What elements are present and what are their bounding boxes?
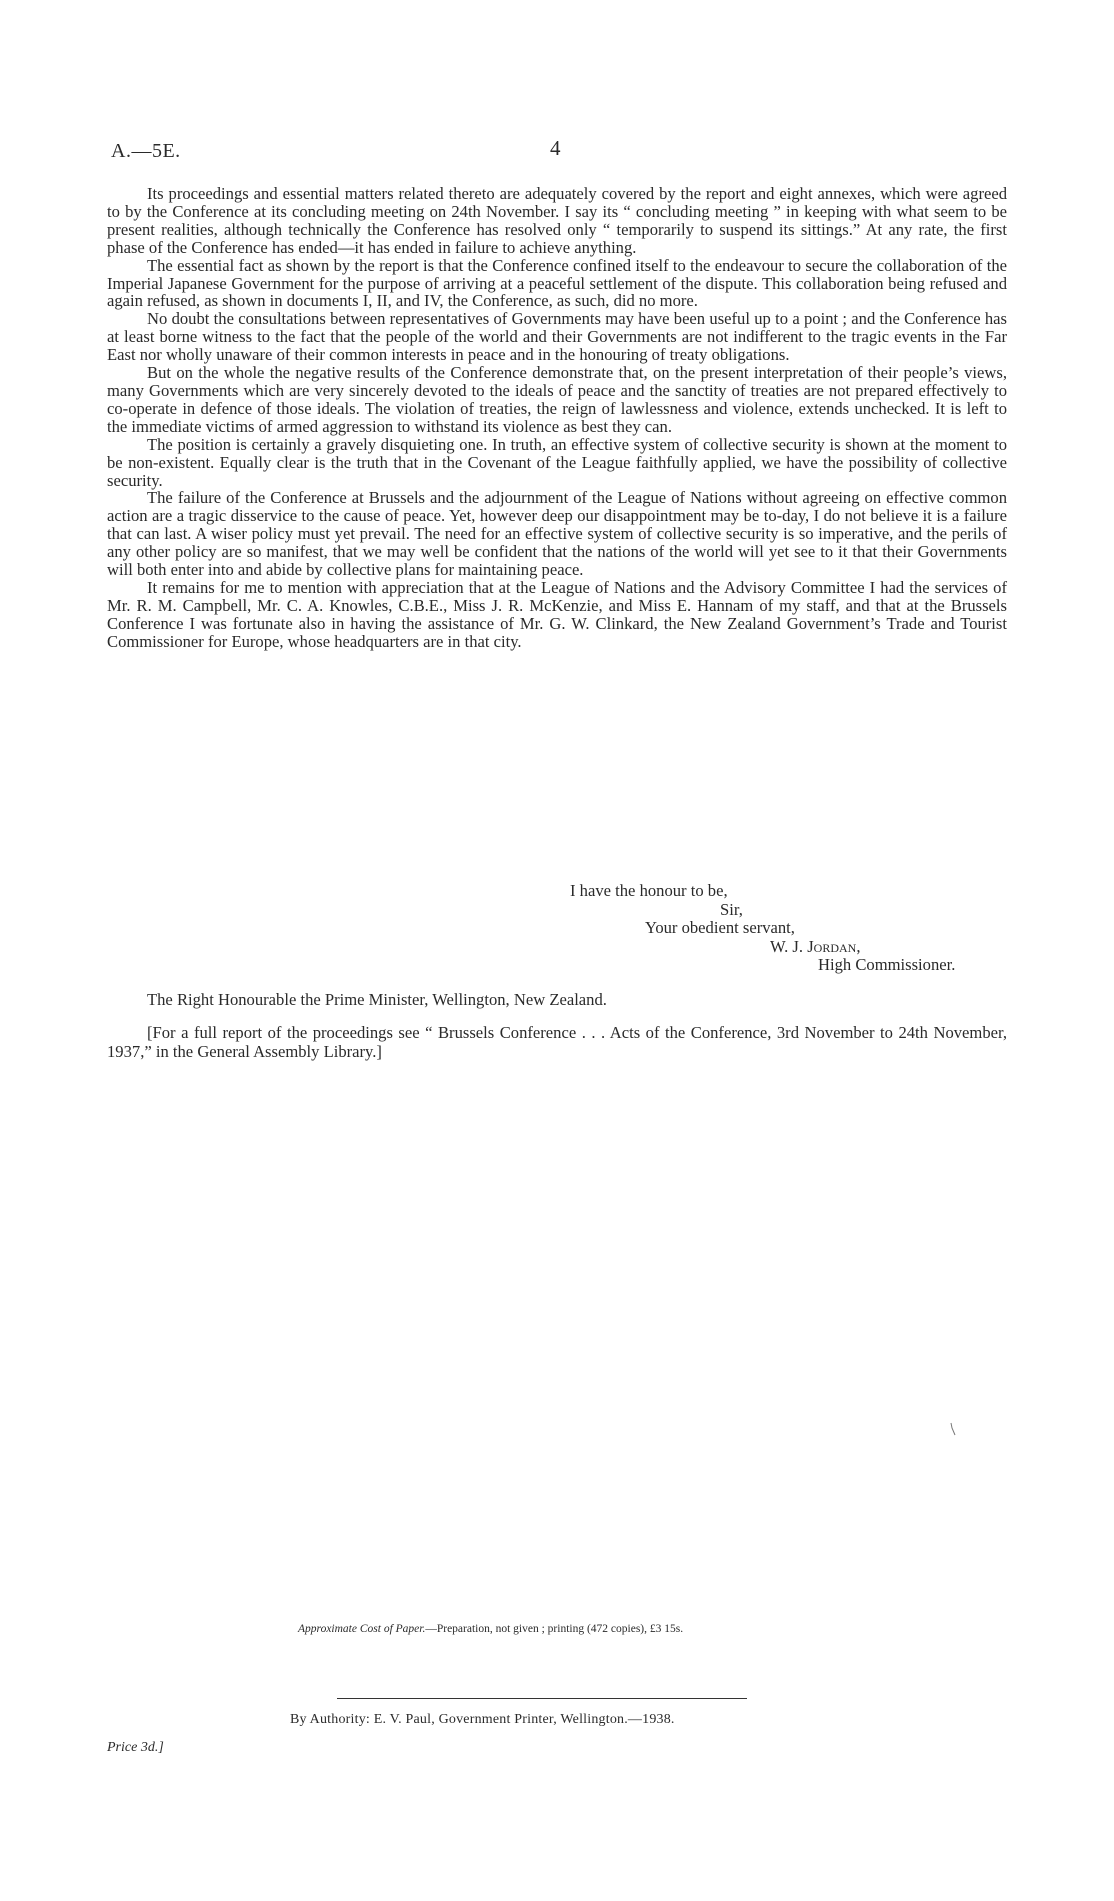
letter-closing: [560, 882, 1020, 975]
paragraph: The essential fact as shown by the report is that the Conference confined itself to the endeavour to secure the collaboration of the Imperial Japanese Government for the purpose of arriving at a peaceful settlement of the dispute. This collaboration being refused and again refused, as shown in documents I, II, and IV, the Conference, as such, did no more.: [107, 255, 1007, 311]
cost-of-paper: [298, 1623, 683, 1635]
salutation: Sir,: [720, 899, 743, 919]
bracketed-note: [For a full report of the proceedings see “ Brussels Conference . . . Acts of the Conference, 3rd November to 24th November, 1937,” in the General Assembly Library.]: [107, 1023, 1007, 1061]
closing-line: I have the honour to be,: [570, 881, 728, 900]
document-reference: A.—5E.: [111, 140, 181, 162]
cost-label: Approximate Cost of Paper.: [298, 1623, 426, 1635]
signatory-title: High Commissioner.: [818, 955, 956, 974]
footer-divider: [337, 1698, 747, 1699]
paragraph: It remains for me to mention with appreciation that at the League of Nations and the Advisory Committee I had the services of Mr. R. M. Campbell, Mr. C. A. Knowles, C.B.E., Miss J. R. McKenzie, and Miss E. Hannam of my staff, and that at the Brussels Conference I was fortunate also in having the assistance of Mr. G. W. Clinkard, the New Zealand Government’s Trade and Tourist Commissioner for Europe, whose headquarters are in that city.: [107, 577, 1007, 651]
paragraph: The failure of the Conference at Brussels and the adjournment of the League of Nations without agreeing on effective common action are a tragic disservice to the cause of peace. Yet, however deep our disappointment may be to-day, I do not believe it is a failure that can last. A wiser policy must yet prevail. The need for an effective system of collective security is so imperative, and the perils of any other policy are so manifest, that we may well be confident that the nations of the world will yet see to it that their Governments will both enter into and abide by collective plans for maintaining peace.: [107, 488, 1007, 580]
stray-mark: [950, 1422, 956, 1436]
signatory-name: W. J. Jordan,: [770, 936, 861, 956]
page-number: 4: [550, 136, 561, 160]
paragraph: The position is certainly a gravely disquieting one. In truth, an effective system of collective security is shown at the moment to be non-existent. Equally clear is the truth that in the Covenant of the League faithfully applied, we have the possibility of collective security.: [107, 434, 1007, 490]
letter-body: [107, 185, 1007, 651]
addressee: The Right Honourable the Prime Minister, Wellington, New Zealand.: [147, 990, 607, 1009]
paragraph: No doubt the consultations between representatives of Governments may have been useful up to a point ; and the Conference has at least borne witness to the fact that the people of the world and their Governments are not indifferent to the tragic events in the Far East nor wholly unaware of their common interests in peace and in the honouring of treaty obligations.: [107, 309, 1007, 365]
paragraph: But on the whole the negative results of the Conference demonstrate that, on the present interpretation of their people’s views, many Governments which are very sincerely devoted to the ideals of peace and the sanctity of treaties are not prepared effectively to co-operate in defence of those ideals. The violation of treaties, the reign of lawlessness and violence, extends unchecked. It is left to the immediate victims of armed aggression to withstand its violence as best they can.: [107, 363, 1007, 436]
paragraph: Its proceedings and essential matters related thereto are adequately covered by the report and eight annexes, which were agreed to by the Conference at its concluding meeting on 24th November. I say its “ concluding meeting ” in keeping with what seem to be present realities, although technically the Conference has resolved only “ temporarily to suspend its sittings.” At any rate, the first phase of the Conference has ended—it has ended in failure to achieve anything.: [107, 184, 1007, 257]
price: Price 3d.]: [107, 1740, 164, 1755]
printer-authority: By Authority: E. V. Paul, Government Printer, Wellington.—1938.: [290, 1712, 675, 1727]
cost-text: —Preparation, not given ; printing (472 copies), £3 15s.: [425, 1623, 684, 1635]
closing-line: Your obedient servant,: [645, 918, 795, 937]
